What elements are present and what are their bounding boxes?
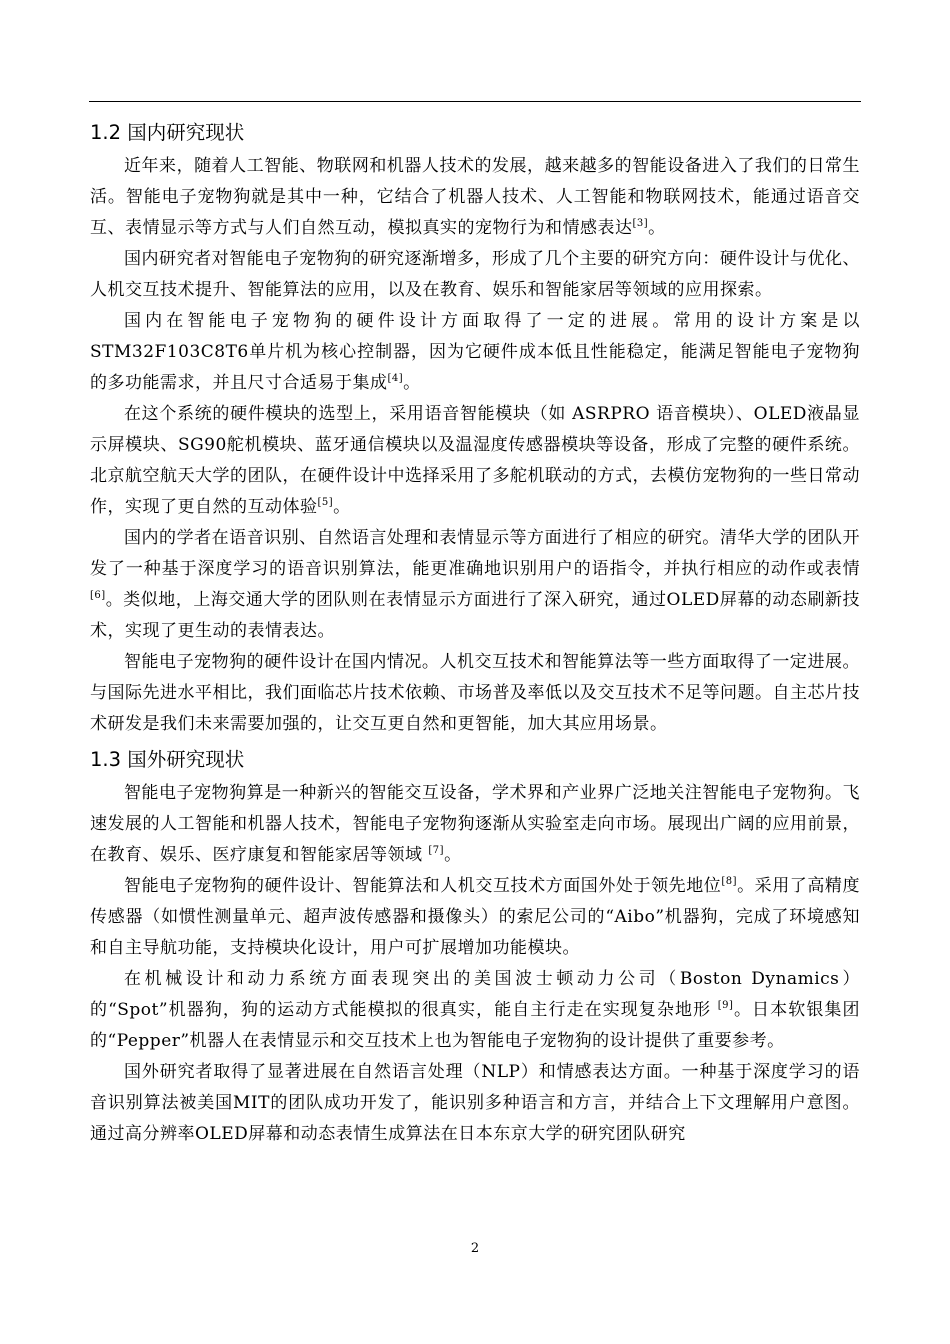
section-domestic-research — [90, 115, 860, 740]
paragraph: 在机械设计和动力系统方面表现突出的美国波士顿动力公司（Boston Dynamics）的“Spot”机器狗，狗的运动方式能模拟的很真实，能自主行走在实现复杂地形 [9]。日本软银集团的“Pepper”机器人在表情显示和交互技术上也为智能电子宠物狗的设计提供了重要参考。 — [90, 969, 860, 1051]
paragraph: 智能电子宠物狗算是一种新兴的智能交互设备，学术界和产业界广泛地关注智能电子宠物狗。飞速发展的人工智能和机器人技术，智能电子宠物狗逐渐从实验室走向市场。展现出广阔的应用前景，在教育、娱乐、医疗康复和智能家居等领域 [7]。 — [90, 783, 860, 865]
header-rule — [89, 101, 861, 102]
paragraph: 智能电子宠物狗的硬件设计、智能算法和人机交互技术方面国外处于领先地位[8]。采用了高精度传感器（如惯性测量单元、超声波传感器和摄像头）的索尼公司的“Aibo”机器狗，完成了环境感知和自主导航功能，支持模块化设计，用户可扩展增加功能模块。 — [90, 876, 860, 958]
paragraph: 近年来，随着人工智能、物联网和机器人技术的发展，越来越多的智能设备进入了我们的日常生活。智能电子宠物狗就是其中一种，它结合了机器人技术、人工智能和物联网技术，能通过语音交互、表情显示等方式与人们自然互动，模拟真实的宠物行为和情感表达[3]。 — [90, 156, 860, 238]
citation-ref: [5] — [317, 497, 334, 508]
document-body — [90, 115, 860, 1150]
section-heading: 1.2 国内研究现状 — [90, 121, 245, 144]
paragraph: 国内的学者在语音识别、自然语言处理和表情显示等方面进行了相应的研究。清华大学的团队开发了一种基于深度学习的语音识别算法，能更准确地识别用户的语指令，并执行相应的动作或表情[6]。类似地，上海交通大学的团队则在表情显示方面进行了深入研究，通过OLED屏幕的动态刷新技术，实现了更生动的表情表达。 — [90, 528, 860, 641]
paragraph: 国外研究者取得了显著进展在自然语言处理（NLP）和情感表达方面。一种基于深度学习的语音识别算法被美国MIT的团队成功开发了，能识别多种语言和方言，并结合上下文理解用户意图。通过高分辨率OLED屏幕和动态表情生成算法在日本东京大学的研究团队研究 — [90, 1062, 860, 1144]
citation-ref: [3] — [632, 218, 649, 229]
page-number: 2 — [470, 1241, 480, 1256]
citation-ref: [6] — [90, 590, 106, 601]
citation-ref: [8] — [721, 876, 738, 887]
section-heading: 1.3 国外研究现状 — [90, 748, 245, 771]
paragraph: 国内在智能电子宠物狗的硬件设计方面取得了一定的进展。常用的设计方案是以STM32F103C8T6单片机为核心控制器，因为它硬件成本低且性能稳定，能满足智能电子宠物狗的多功能需求，并且尺寸合适易于集成[4]。 — [90, 311, 860, 393]
citation-ref: [7] — [428, 845, 445, 856]
paragraph: 智能电子宠物狗的硬件设计在国内情况。人机交互技术和智能算法等一些方面取得了一定进展。与国际先进水平相比，我们面临芯片技术依赖、市场普及率低以及交互技术不足等问题。自主芯片技术研发是我们未来需要加强的，让交互更自然和更智能，加大其应用场景。 — [90, 652, 860, 734]
paragraph: 国内研究者对智能电子宠物狗的研究逐渐增多，形成了几个主要的研究方向：硬件设计与优化、人机交互技术提升、智能算法的应用，以及在教育、娱乐和智能家居等领域的应用探索。 — [90, 249, 860, 300]
paragraph: 在这个系统的硬件模块的选型上，采用语音智能模块（如 ASRPRO 语音模块）、OLED液晶显示屏模块、SG90舵机模块、蓝牙通信模块以及温湿度传感器模块等设备，形成了完整的硬件系统。北京航空航天大学的团队，在硬件设计中选择采用了多舵机联动的方式，去模仿宠物狗的一些日常动作，实现了更自然的互动体验[5]。 — [90, 404, 860, 517]
section-foreign-research — [90, 742, 860, 1150]
citation-ref: [4] — [387, 373, 404, 384]
citation-ref: [9] — [717, 1000, 734, 1011]
